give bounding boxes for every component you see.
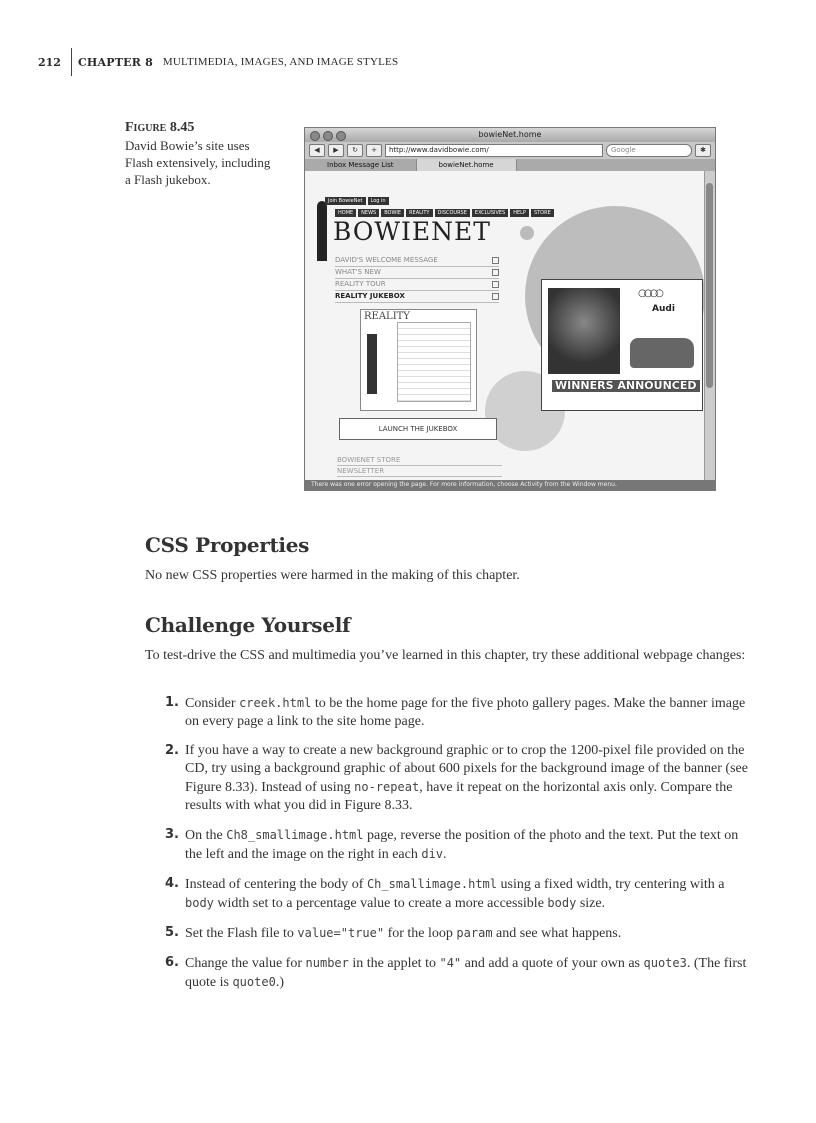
close-window-icon: [310, 131, 320, 141]
browser-titlebar: [305, 128, 715, 142]
ad-brand: Audi: [652, 304, 675, 314]
challenge-item-text: to be the home page for the five photo gallery pages. Make the banner image on every page a link to the site home page.: [185, 696, 746, 729]
challenge-intro-text: To test-drive the CSS and multimedia you’ve learned in this chapter, try these additional webpage changes:: [145, 648, 746, 663]
browser-url-field: http://www.davidbowie.com/: [385, 144, 603, 157]
site-logo: BOWIENET: [333, 217, 491, 246]
inline-code: number: [305, 956, 349, 970]
browser-tabs: [305, 159, 715, 171]
section-heading-css-properties: CSS Properties: [145, 533, 310, 557]
browser-window-title: bowieNet.home: [478, 130, 542, 139]
challenge-item: [145, 924, 750, 943]
inline-code: body: [547, 896, 577, 910]
site-nav-item: DISCOURSE: [435, 209, 470, 217]
ad-car-image: [630, 338, 694, 368]
ad-headline: WINNERS ANNOUNCED: [552, 380, 700, 392]
challenge-item-number: 2.: [165, 743, 179, 758]
section-heading-challenge-yourself: Challenge Yourself: [145, 613, 351, 637]
inline-code: div: [421, 847, 444, 861]
site-nav-item: STORE: [531, 209, 554, 217]
site-nav-item: HELP: [510, 209, 529, 217]
reload-icon: ↻: [347, 144, 363, 157]
figure-browser-screenshot: [304, 127, 716, 491]
challenge-item-text: . (The first quote is: [185, 956, 747, 990]
challenge-item-text: If you have a way to create a new background graphic or to crop the 1200-pixel file provided on the CD, try using a background graphic of about 600 pixels for the background image of the banner (see Figure 8.33). Instead of using: [185, 743, 748, 795]
bookmarks-icon: ✱: [695, 144, 711, 157]
jukebox-track-panel: [397, 322, 471, 402]
browser-status-bar: There was one error opening the page. For more information, choose Activity from the Window menu.: [305, 480, 716, 490]
challenge-item-number: 1.: [165, 695, 179, 710]
challenge-item-number: 5.: [165, 925, 179, 940]
audi-rings-icon: ○○○○: [638, 288, 661, 299]
challenge-item: [145, 742, 750, 815]
inline-code: Ch8_smallimage.html: [226, 828, 364, 842]
site-menu-item: REALITY JUKEBOX: [335, 291, 499, 303]
jukebox-title: REALITY: [364, 311, 410, 322]
challenge-item-text: On the: [185, 828, 227, 843]
site-top-link: Log in: [368, 197, 389, 205]
decorative-circle: [520, 226, 534, 240]
browser-viewport: [305, 171, 705, 480]
site-top-link: Join BowieNet: [325, 197, 366, 205]
site-footer-links: [337, 455, 502, 477]
inline-code: quote3: [643, 956, 687, 970]
browser-toolbar: [305, 142, 715, 159]
minimize-window-icon: [323, 131, 333, 141]
site-nav-item: HOME: [335, 209, 356, 217]
challenge-item-text: Set the Flash file to: [185, 926, 298, 941]
figure-label: Figure 8.45: [125, 120, 195, 135]
page-number: 212: [38, 55, 61, 69]
browser-scrollbar: [704, 171, 715, 480]
site-footer-link: BOWIENET STORE: [337, 455, 502, 466]
challenge-list: [145, 694, 750, 1003]
browser-search-field: Google: [606, 144, 692, 157]
back-icon: ◀: [309, 144, 325, 157]
launch-jukebox-button: LAUNCH THE JUKEBOX: [339, 418, 497, 440]
scrollbar-thumb: [706, 183, 713, 388]
figure-caption: [125, 119, 275, 188]
running-head: [38, 47, 398, 77]
add-bookmark-icon: +: [366, 144, 382, 157]
challenge-item-text: .): [275, 975, 284, 990]
inline-code: param: [456, 926, 493, 940]
challenge-item: [145, 826, 750, 864]
site-nav-item: BOWIE: [381, 209, 404, 217]
zoom-window-icon: [336, 131, 346, 141]
chapter-title: MULTIMEDIA, IMAGES, AND IMAGE STYLES: [162, 56, 399, 68]
challenge-item: [145, 875, 750, 913]
inline-code: no-repeat: [354, 780, 420, 794]
challenge-item-number: 3.: [165, 827, 179, 842]
jukebox-preview: [360, 309, 477, 411]
challenge-item-text: Change the value for: [185, 956, 306, 971]
window-controls: [310, 131, 346, 141]
challenge-item-text: Consider: [185, 696, 240, 711]
inline-code: value="true": [297, 926, 385, 940]
inline-code: Ch_smallimage.html: [366, 877, 497, 891]
site-nav-item: EXCLUSIVES: [472, 209, 508, 217]
site-top-links: [325, 197, 389, 205]
browser-tab-inbox: Inbox Message List: [305, 159, 417, 171]
site-footer-link: NEWSLETTER: [337, 466, 502, 477]
challenge-item-number: 4.: [165, 876, 179, 891]
site-menu-item: REALITY TOUR: [335, 279, 499, 291]
running-head-rule: [71, 48, 72, 76]
challenge-item: [145, 954, 750, 992]
site-menu: [335, 255, 499, 303]
challenge-item-text: for the loop: [384, 926, 457, 941]
site-menu-item: DAVID'S WELCOME MESSAGE: [335, 255, 499, 267]
challenge-item-text: page, reverse the position of the photo and the text. Put the text on the left and the image on the right in each: [185, 828, 739, 862]
ad-portrait-image: [548, 288, 620, 374]
challenge-item-text: width set to a percentage value to create a more accessible: [213, 896, 548, 911]
logo-graphic: [317, 201, 327, 261]
challenge-item-text: , have it repeat on the horizontal axis only. Compare the results with what you did in Figure 8.33.: [185, 780, 733, 813]
challenge-item-text: size.: [576, 896, 606, 911]
challenge-item-number: 6.: [165, 955, 179, 970]
challenge-item-text: .: [443, 847, 447, 862]
site-nav-item: NEWS: [358, 209, 379, 217]
site-menu-item: WHAT'S NEW: [335, 267, 499, 279]
challenge-item-text: using a fixed width, try centering with a: [497, 877, 725, 892]
challenge-item: [145, 694, 750, 731]
inline-code: creek.html: [239, 696, 312, 710]
chapter-label: CHAPTER 8: [77, 55, 153, 69]
site-nav: [335, 209, 554, 217]
browser-tab-bowienet: bowieNet.home: [417, 159, 517, 171]
inline-code: "4": [439, 956, 462, 970]
forward-icon: ▶: [328, 144, 344, 157]
css-properties-text: No new CSS properties were harmed in the making of this chapter.: [145, 568, 520, 583]
challenge-item-text: in the applet to: [348, 956, 440, 971]
challenge-item-text: and see what happens.: [492, 926, 622, 941]
site-nav-item: REALITY: [406, 209, 432, 217]
figure-caption-text: David Bowie’s site uses Flash extensively, including a Flash jukebox.: [125, 138, 271, 187]
challenge-item-text: and add a quote of your own as: [461, 956, 644, 971]
inline-code: quote0: [232, 975, 276, 989]
audi-advertisement: [541, 279, 703, 411]
challenge-item-text: Instead of centering the body of: [185, 877, 367, 892]
jukebox-figure-image: [367, 334, 377, 394]
inline-code: body: [185, 896, 214, 910]
